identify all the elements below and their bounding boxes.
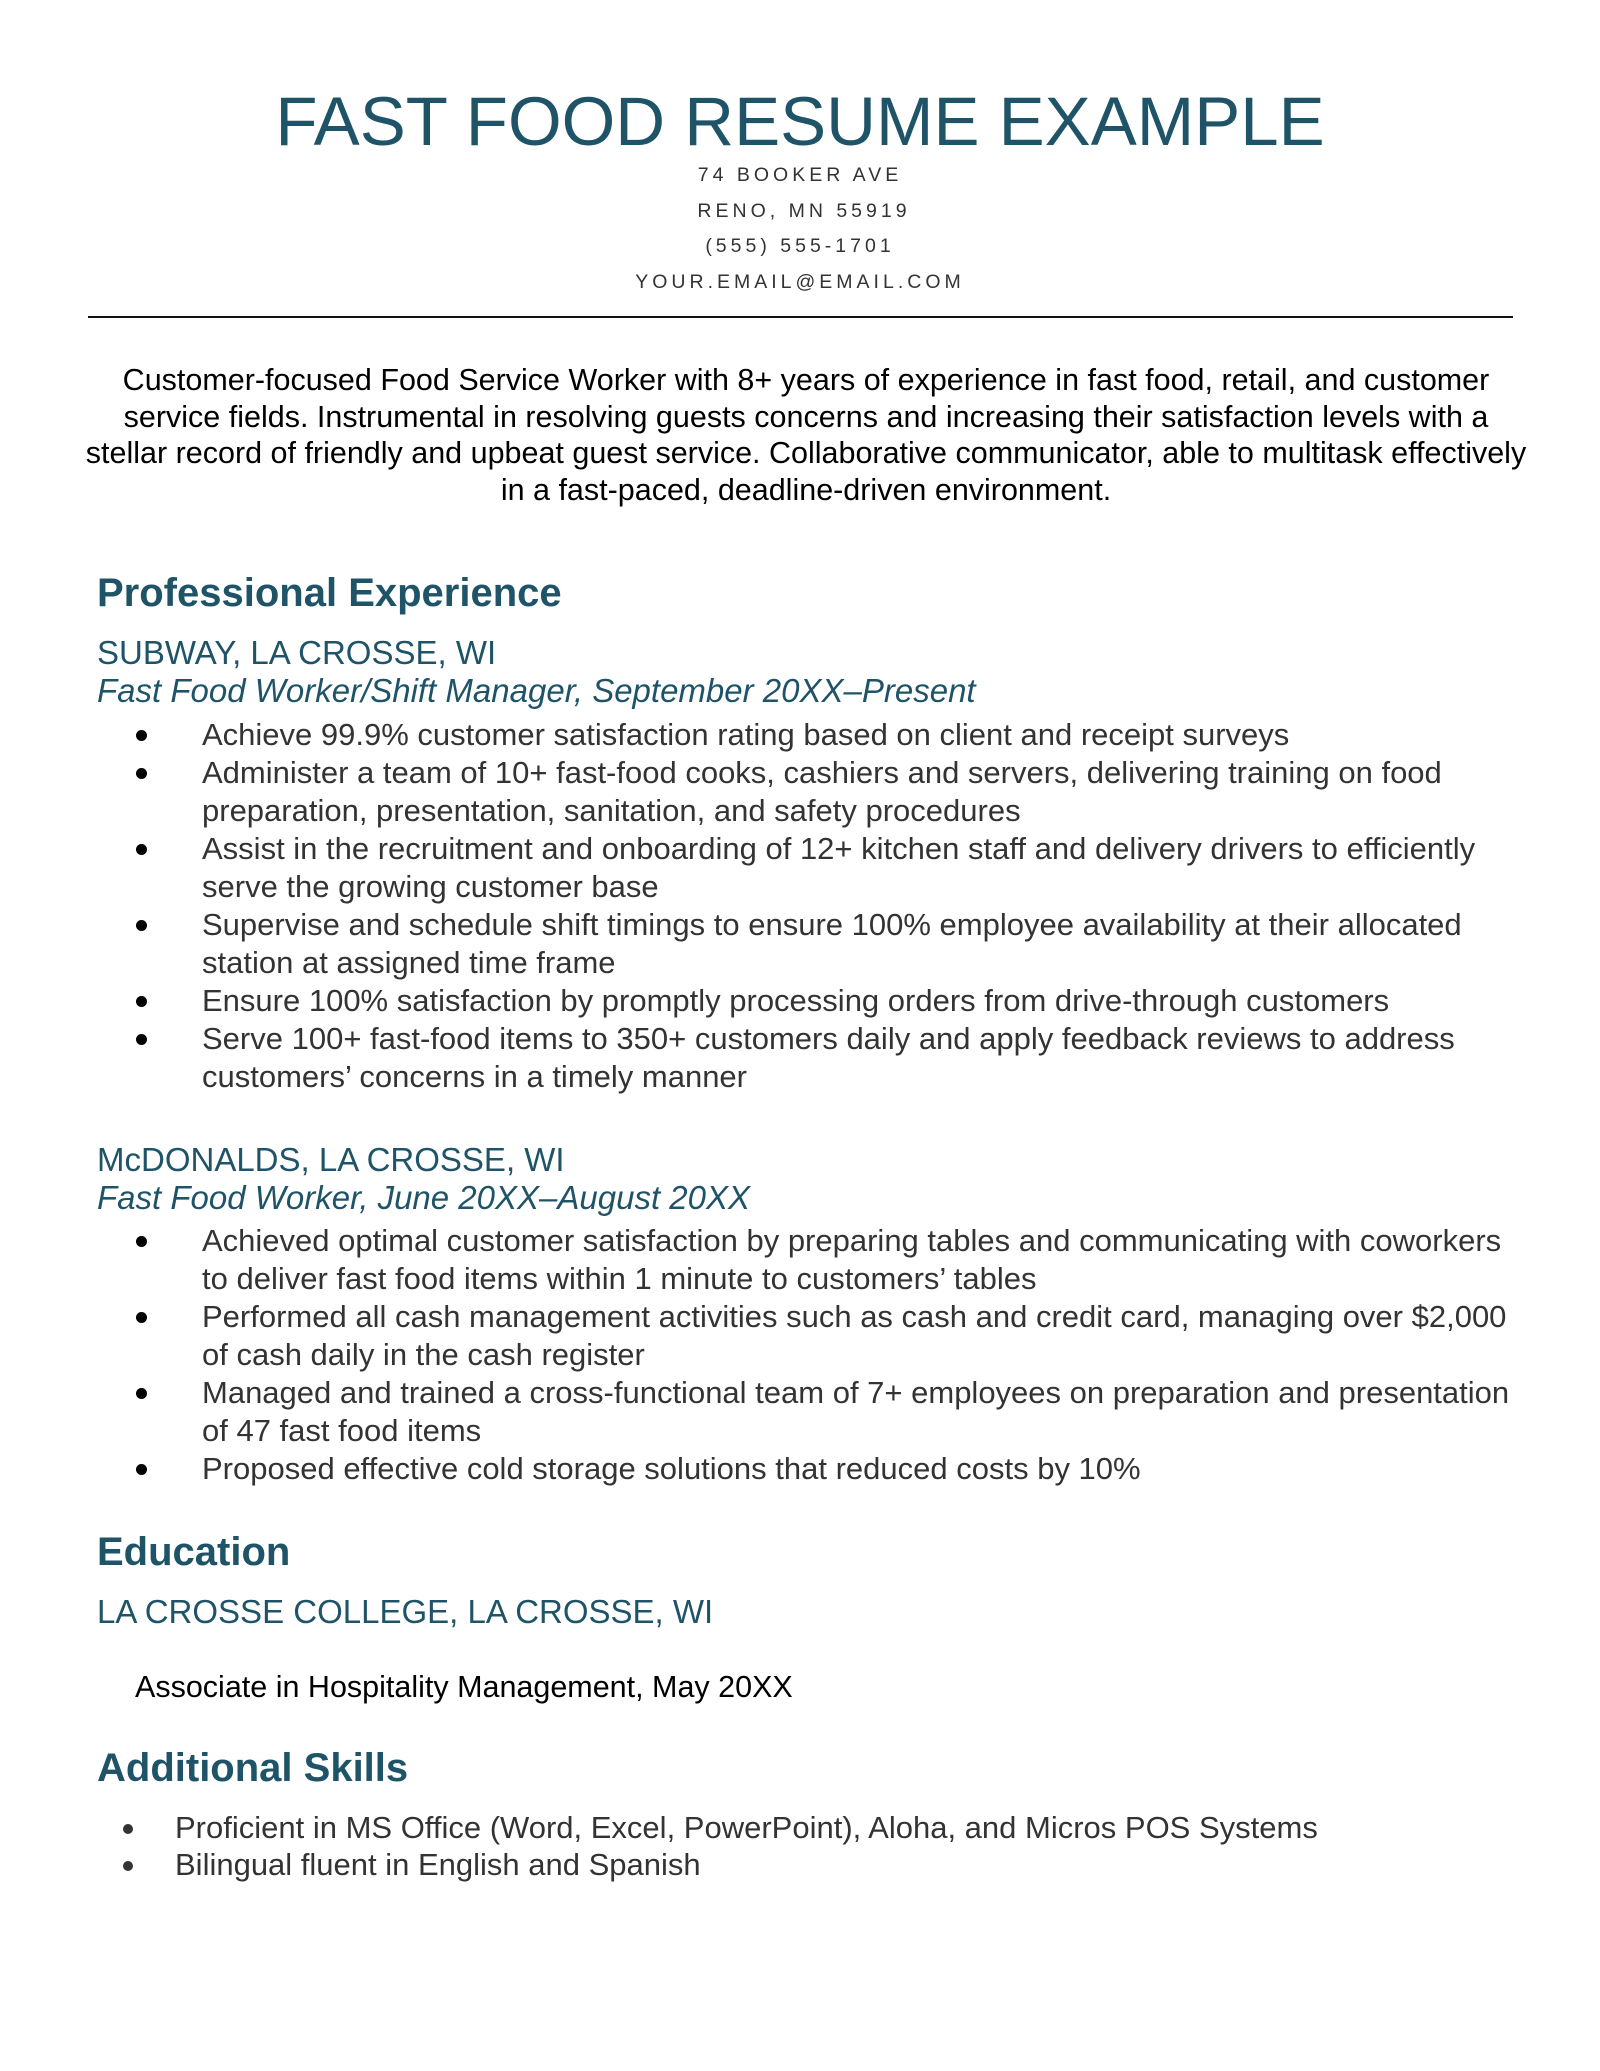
contact-address-line2: RENO, MN 55919: [697, 200, 911, 222]
bullet-text: Assist in the recruitment and onboarding of 12+ kitchen staff and delivery drivers to efficiently serve the growing customer base: [202, 831, 1476, 904]
bullet-text: Managed and trained a cross-functional team of 7+ employees on preparation and presentation of 47 fast food items: [202, 1375, 1510, 1448]
section-heading-skills: Additional Skills: [97, 1746, 409, 1790]
list-item: [0, 1020, 1532, 1096]
bullet-icon: [123, 1861, 133, 1871]
list-item: [0, 716, 1532, 754]
list-item: [0, 1222, 1532, 1298]
bullet-text: Ensure 100% satisfaction by promptly processing orders from drive-through customers: [202, 983, 1390, 1018]
header-divider: [88, 316, 1513, 318]
list-item: [0, 830, 1532, 906]
contact-address-line1: 74 BOOKER AVE: [697, 164, 903, 186]
section-heading-experience: Professional Experience: [97, 571, 562, 615]
bullet-text: Serve 100+ fast-food items to 350+ customers daily and apply feedback reviews to address customers’ concerns in a timely manner: [202, 1021, 1455, 1094]
bullet-text: Performed all cash management activities such as cash and credit card, managing over $2,000 of cash daily in the cash register: [202, 1299, 1507, 1372]
list-item: [0, 982, 1532, 1020]
skill-text: Bilingual fluent in English and Spanish: [175, 1846, 701, 1882]
list-item: [0, 906, 1532, 982]
bullet-icon: [136, 1312, 147, 1323]
job-role: Fast Food Worker/Shift Manager, September 20XX–Present: [97, 672, 976, 709]
bullet-icon: [136, 768, 147, 779]
bullet-icon: [123, 1824, 133, 1834]
bullet-icon: [136, 1388, 147, 1399]
list-item: [0, 1298, 1532, 1374]
list-item: [0, 1810, 1318, 1847]
contact-phone: (555) 555-1701: [705, 235, 895, 257]
job-employer: McDONALDS, LA CROSSE, WI: [97, 1141, 565, 1178]
job-bullets-subway: [0, 716, 1532, 1096]
bullet-text: Administer a team of 10+ fast-food cooks, cashiers and servers, delivering training on food preparation, presentation, sanitation, and safety procedures: [202, 755, 1442, 828]
contact-email: YOUR.EMAIL@EMAIL.COM: [635, 271, 965, 293]
education-degree: Associate in Hospitality Management, May 20XX: [135, 1670, 793, 1704]
job-role: Fast Food Worker, June 20XX–August 20XX: [97, 1179, 751, 1216]
bullet-icon: [136, 1236, 147, 1247]
list-item: [0, 1450, 1532, 1488]
skill-text: Proficient in MS Office (Word, Excel, PowerPoint), Aloha, and Micros POS Systems: [175, 1810, 1318, 1845]
list-item: [0, 1847, 1318, 1884]
bullet-icon: [136, 730, 147, 741]
list-item: [0, 1374, 1532, 1450]
professional-summary: Customer-focused Food Service Worker with 8+ years of experience in fast food, retail, and customer service fields. Instrumental in resolving guests concerns and increasing their satisfaction levels with a stellar record of friendly and upbeat guest service. Collaborative communicator, able to multitask effectively in a fast-paced, deadline-driven environment.: [85, 363, 1527, 507]
section-heading-education: Education: [97, 1530, 291, 1574]
bullet-text: Achieved optimal customer satisfaction by preparing tables and communicating with coworkers to deliver fast food items within 1 minute to customers’ tables: [202, 1223, 1502, 1296]
bullet-icon: [136, 920, 147, 931]
job-bullets-mcdonalds: [0, 1222, 1532, 1488]
bullet-icon: [136, 1464, 147, 1475]
bullet-text: Supervise and schedule shift timings to ensure 100% employee availability at their allocated station at assigned time frame: [202, 907, 1462, 980]
bullet-text: Proposed effective cold storage solutions that reduced costs by 10%: [202, 1451, 1141, 1486]
resume-title: FAST FOOD RESUME EXAMPLE: [275, 83, 1325, 160]
list-item: [0, 754, 1532, 830]
bullet-icon: [136, 996, 147, 1007]
skills-list: [0, 1810, 1318, 1883]
job-employer: SUBWAY, LA CROSSE, WI: [97, 634, 497, 671]
bullet-icon: [136, 1034, 147, 1045]
education-school: LA CROSSE COLLEGE, LA CROSSE, WI: [97, 1593, 714, 1630]
bullet-icon: [136, 844, 147, 855]
bullet-text: Achieve 99.9% customer satisfaction rating based on client and receipt surveys: [202, 717, 1290, 752]
